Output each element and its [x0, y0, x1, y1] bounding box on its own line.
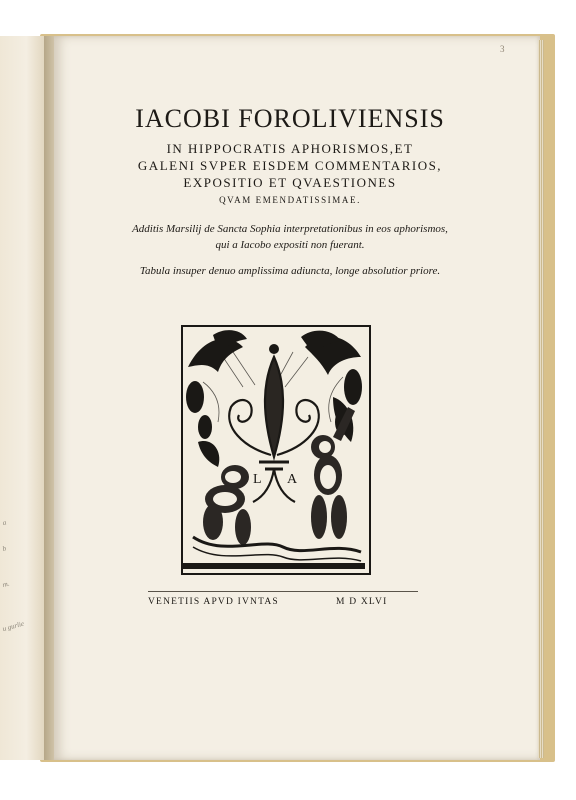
title-line-3: GALENI SVPER EISDEM COMMENTARIOS,: [137, 158, 443, 173]
margin-note: m.: [1, 579, 11, 590]
margin-note: a: [1, 518, 8, 528]
margin-note: b: [1, 544, 8, 554]
title-text-block: [90, 104, 490, 279]
title-line-4: EXPOSITIO ET QVAESTIONES: [183, 175, 397, 190]
title-line-5: QVAM EMENDATISSIMAE.: [219, 195, 361, 205]
main-title: IACOBI FOROLIVIENSIS: [135, 104, 445, 133]
title-line-2: IN HIPPOCRATIS APHORISMOS,ET: [166, 141, 414, 156]
woodcut-letter-left: L: [253, 472, 262, 487]
woodcut-illustration: [183, 327, 365, 569]
note-line-1: Additis Marsilij de Sancta Sophia interpretationibus in eos aphorismos,: [132, 223, 448, 235]
corner-mark: 3: [500, 44, 505, 54]
note-line-3: Tabula insuper denuo amplissima adiuncta, longe absolutior priore.: [139, 265, 441, 277]
margin-note: u gurlie: [1, 619, 25, 634]
page-fore-edge: [538, 40, 544, 758]
imprint-year: M D XLVI: [336, 597, 388, 607]
imprint-rule: [148, 591, 418, 592]
imprint-place: VENETIIS APVD IVNTAS: [148, 597, 279, 607]
woodcut-printer-device: [181, 325, 371, 575]
left-flyleaf: [0, 36, 45, 760]
woodcut-letter-right: A: [287, 472, 298, 487]
note-line-2: qui a Iacobo expositi non fuerant.: [215, 239, 365, 251]
